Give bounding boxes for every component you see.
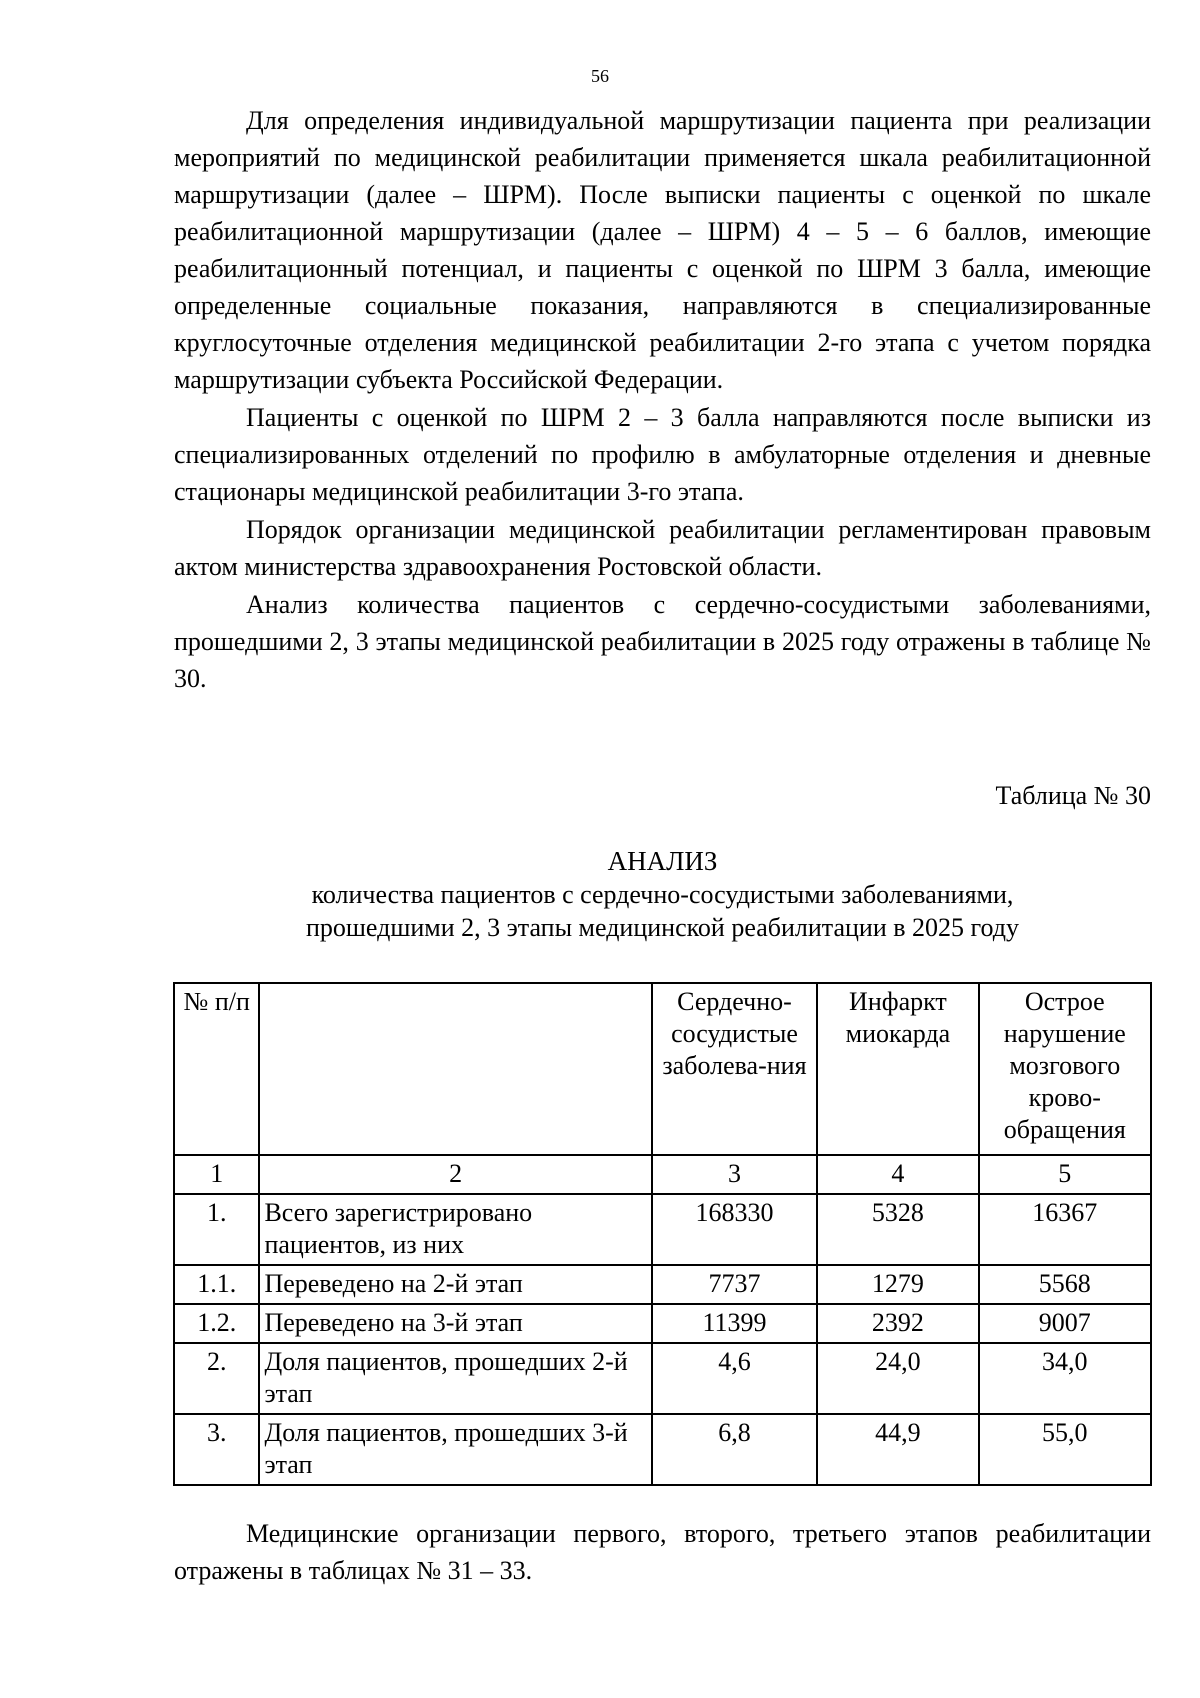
cell-cardiovascular: 168330 — [652, 1194, 818, 1265]
row-number: 2. — [174, 1343, 259, 1414]
row-number: 1.1. — [174, 1265, 259, 1304]
cell-cardiovascular: 6,8 — [652, 1414, 818, 1485]
column-number: 1 — [174, 1155, 259, 1194]
header-cell-stroke: Острое нарушение мозгового крово-обращения — [979, 983, 1151, 1155]
paragraph: Для определения индивидуальной маршрутизации пациента при реализации мероприятий по медицинской реабилитации применяется шкала реабилитационной маршрутизации (далее – ШРМ). После выписки пациенты с оценкой по шкале реабилитационной маршрутизации (далее – ШРМ) 4 – 5 – 6 баллов, имеющие реабилитационный потенциал, и пациенты с оценкой по ШРМ 3 балла, имеющие определенные социальные показания, направляются в специализированные круглосуточные отделения медицинской реабилитации 2-го этапа с учетом порядка маршрутизации субъекта Российской Федерации. — [174, 106, 1151, 394]
page-number: 56 — [591, 66, 609, 86]
paragraph: Медицинские организации первого, второго, третьего этапов реабилитации отражены в таблицах № 31 – 33. — [174, 1519, 1151, 1585]
table-row — [174, 1304, 1151, 1343]
cell-infarction: 5328 — [817, 1194, 978, 1265]
table-subtitle-line: количества пациентов с сердечно-сосудистыми заболеваниями, — [311, 880, 1014, 909]
table-caption — [174, 845, 1151, 944]
row-number: 1.2. — [174, 1304, 259, 1343]
table-row — [174, 1343, 1151, 1414]
row-number: 1. — [174, 1194, 259, 1265]
table-header-row — [174, 983, 1151, 1155]
cell-stroke: 9007 — [979, 1304, 1151, 1343]
cell-stroke: 5568 — [979, 1265, 1151, 1304]
body-text — [174, 102, 1151, 697]
table-title: АНАЛИЗ — [607, 846, 718, 876]
table-row — [174, 1414, 1151, 1485]
header-cell-number: № п/п — [174, 983, 259, 1155]
row-label: Всего зарегистрировано пациентов, из них — [259, 1194, 651, 1265]
cell-stroke: 34,0 — [979, 1343, 1151, 1414]
cell-stroke: 16367 — [979, 1194, 1151, 1265]
cell-cardiovascular: 11399 — [652, 1304, 818, 1343]
table-label: Таблица № 30 — [995, 781, 1151, 810]
table-subtitle-line: прошедшими 2, 3 этапы медицинской реабилитации в 2025 году — [305, 913, 1020, 942]
data-table — [173, 982, 1152, 1486]
header-cell-cardiovascular: Сердечно-сосудистые заболева-ния — [652, 983, 818, 1155]
paragraph: Порядок организации медицинской реабилитации регламентирован правовым актом министерства здравоохранения Ростовской области. — [174, 515, 1151, 581]
column-number: 3 — [652, 1155, 818, 1194]
table-row — [174, 1265, 1151, 1304]
cell-cardiovascular: 4,6 — [652, 1343, 818, 1414]
cell-infarction: 1279 — [817, 1265, 978, 1304]
column-number: 4 — [817, 1155, 978, 1194]
column-number: 5 — [979, 1155, 1151, 1194]
cell-infarction: 24,0 — [817, 1343, 978, 1414]
row-label: Доля пациентов, прошедших 3-й этап — [259, 1414, 651, 1485]
paragraph: Анализ количества пациентов с сердечно-сосудистыми заболеваниями, прошедшими 2, 3 этапы медицинской реабилитации в 2025 году отражены в таблице № 30. — [174, 590, 1151, 693]
cell-infarction: 2392 — [817, 1304, 978, 1343]
column-number-row — [174, 1155, 1151, 1194]
cell-cardiovascular: 7737 — [652, 1265, 818, 1304]
row-number: 3. — [174, 1414, 259, 1485]
paragraph: Пациенты с оценкой по ШРМ 2 – 3 балла направляются после выписки из специализированных отделений по профилю в амбулаторные отделения и дневные стационары медицинской реабилитации 3-го этапа. — [174, 403, 1151, 506]
cell-infarction: 44,9 — [817, 1414, 978, 1485]
header-cell-name — [259, 983, 651, 1155]
closing-text — [174, 1515, 1151, 1589]
cell-stroke: 55,0 — [979, 1414, 1151, 1485]
row-label: Переведено на 3-й этап — [259, 1304, 651, 1343]
row-label: Переведено на 2-й этап — [259, 1265, 651, 1304]
column-number: 2 — [259, 1155, 651, 1194]
row-label: Доля пациентов, прошедших 2-й этап — [259, 1343, 651, 1414]
table-row — [174, 1194, 1151, 1265]
header-cell-infarction: Инфаркт миокарда — [817, 983, 978, 1155]
